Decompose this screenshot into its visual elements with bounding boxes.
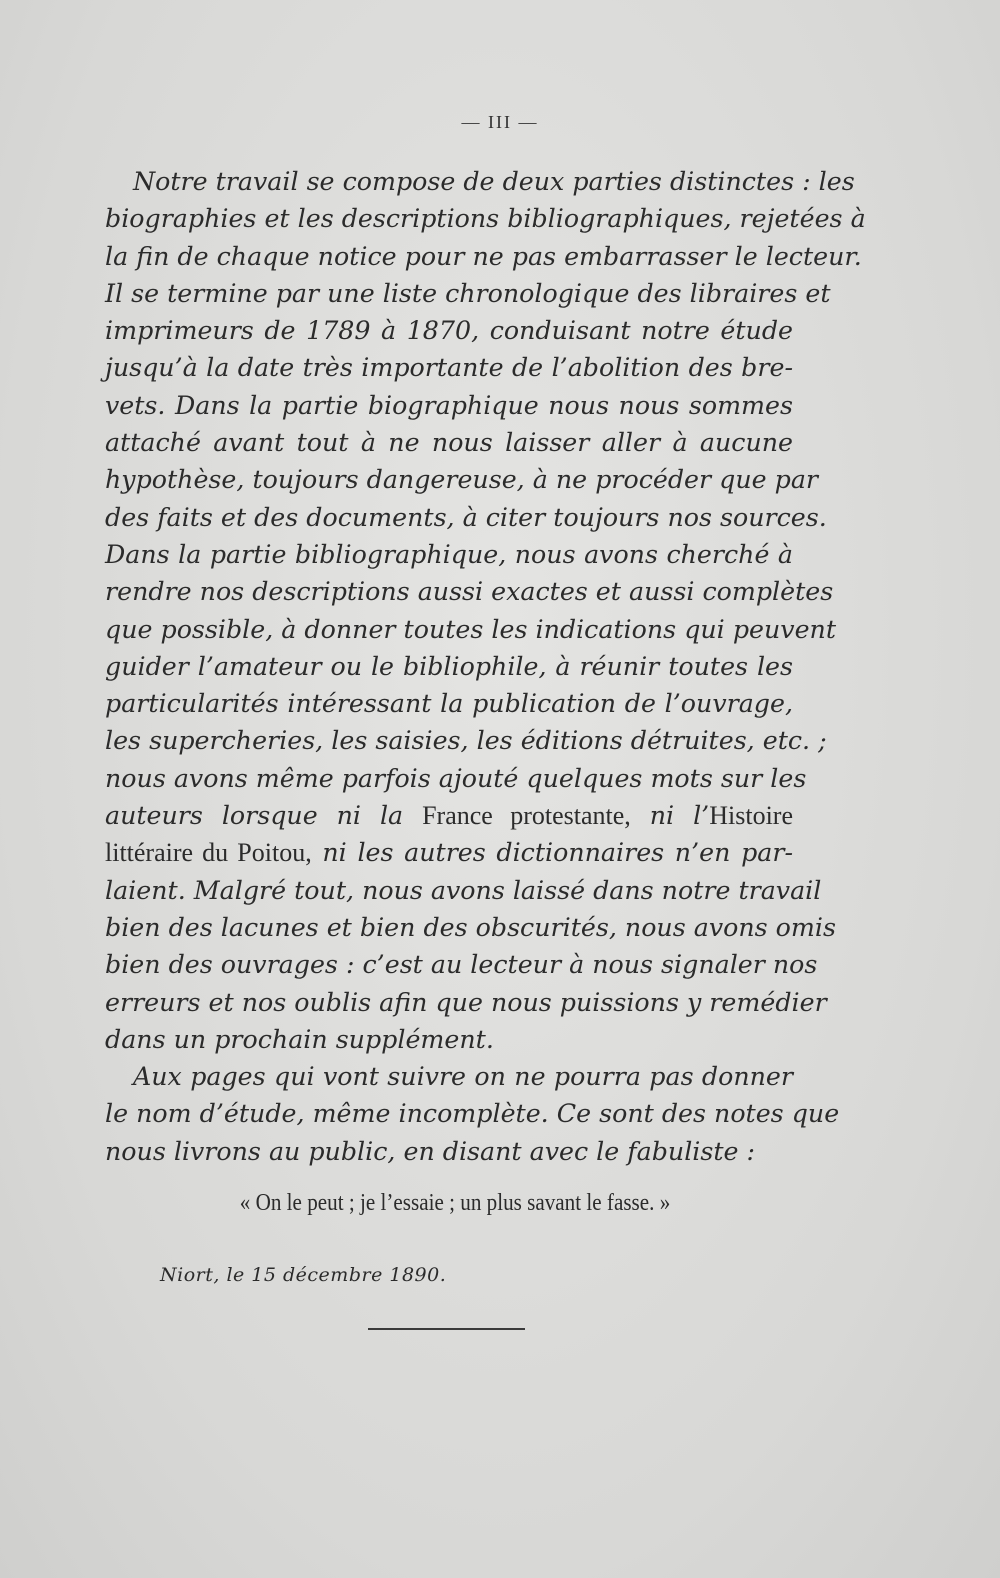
text-line: rendre nos descriptions aussi exactes et aussi complètes [105,577,834,607]
book-title-segment: Histoire [709,801,793,831]
text-line: attaché avant tout à ne nous laisser aller à aucune [105,428,793,458]
text-line [105,797,793,834]
text-line: bien des ouvrages : c’est au lecteur à nous signaler nos [105,950,818,980]
text-line: les supercheries, les saisies, les éditions détruites, etc. ; [105,726,827,756]
text-line: jusqu’à la date très importante de l’abolition des bre- [105,353,793,383]
text-line: bien des lacunes et bien des obscurités, nous avons omis [105,912,836,942]
text-line: Aux pages qui vont suivre on ne pourra pas donner [133,1062,793,1092]
page-number: — III — [461,112,539,132]
dateline: Niort, le 15 décembre 1890. [160,1264,447,1286]
text-line [105,834,793,871]
text-line: dans un prochain supplément. [105,1024,494,1054]
text-line: nous livrons au public, en disant avec le fabuliste : [105,1136,756,1166]
text-line: vets. Dans la partie biographique nous nous sommes [105,390,793,420]
text-line: que possible, à donner toutes les indications qui peuvent [105,614,836,644]
text-line: guider l’amateur ou le bibliophile, à réunir toutes les [105,651,793,681]
text-line: Dans la partie bibliographique, nous avons cherché à [105,539,793,569]
book-title-segment: littéraire du Poitou, [105,838,312,868]
text-line: hypothèse, toujours dangereuse, à ne procéder que par [105,465,819,495]
text-line: la fin de chaque notice pour ne pas embarrasser le lecteur. [105,241,862,271]
text-segment: ni l’ [630,801,710,831]
text-line: Notre travail se compose de deux parties distinctes : les [133,167,855,196]
book-title-segment: France protestante, [422,801,631,831]
text-line: des faits et des documents, à citer toujours nos sources. [105,502,827,532]
text-segment: ni les autres dictionnaires n’en par- [311,838,793,868]
text-line: erreurs et nos oublis afin que nous puissions y remédier [105,987,827,1017]
section-rule [368,1328,525,1330]
text-line: le nom d’étude, même incomplète. Ce sont des notes que [105,1099,840,1129]
quotation: « On le peut ; je l’essaie ; un plus savant le fasse. » [239,1190,671,1216]
text-line: particularités intéressant la publication de l’ouvrage, [105,689,793,719]
text-line: laient. Malgré tout, nous avons laissé dans notre travail [105,875,822,905]
text-line: imprimeurs de 1789 à 1870, conduisant notre étude [105,316,793,346]
text-line: Il se termine par une liste chronologique des libraires et [105,278,831,308]
text-segment: auteurs lorsque ni la [105,801,423,831]
text-line: biographies et les descriptions bibliographiques, rejetées à [105,204,866,234]
body-text [105,163,866,1170]
text-line: nous avons même parfois ajouté quelques mots sur les [105,763,807,793]
